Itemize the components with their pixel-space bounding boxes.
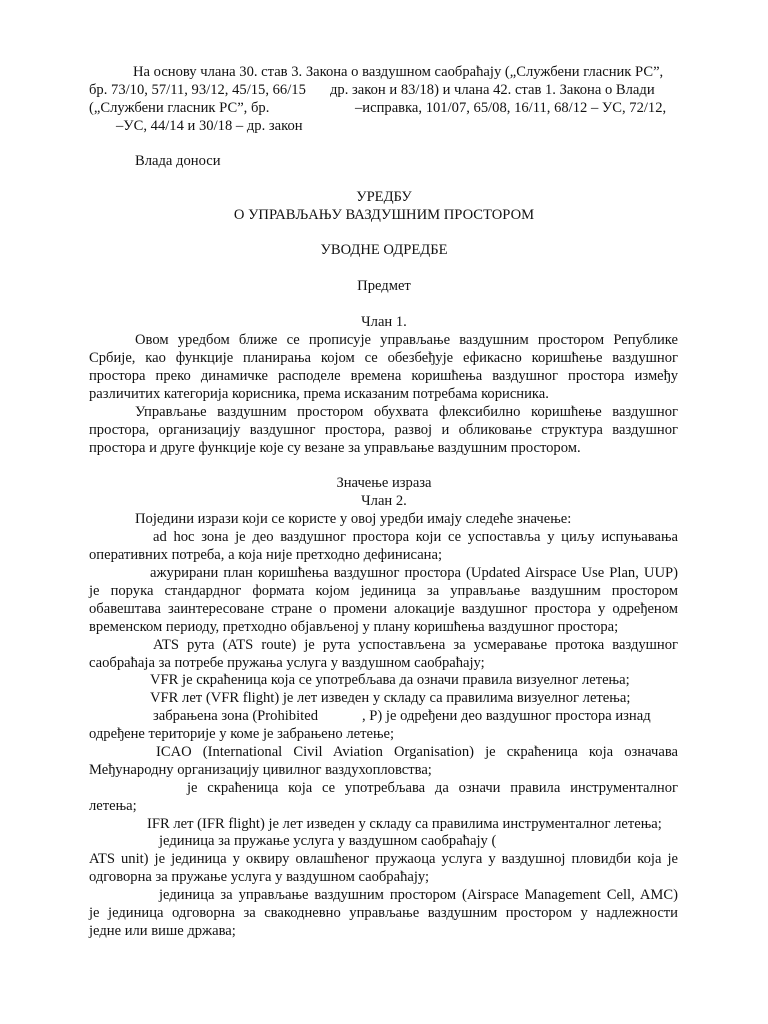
definition-ats-route-line-2: саобраћаја за потребе пружања услуга у ваздушном саобраћају; [89,655,485,671]
definition-uup-line-4: временском периоду, претходно објављеној у плану коришћења ваздушног простора; [89,619,619,635]
definition-ats-unit-line-3: одговорна за пружање услуга у ваздушном саобраћају; [89,869,430,885]
article-2-heading: Члан 2. [361,493,407,509]
preamble-line-1: На основу члана 30. став 3. Закона о ваздушном саобраћају („Службени гласник РС”, [133,64,664,80]
definition-prohibited-line-1b: , P) је одређени део ваздушног простора изнад [362,708,651,724]
definition-uup-line-2: је порука стандардног формата којом јединица за управљање ваздушним простором [89,583,678,599]
article-1-p1-line-2: Србије, као функције планирања којом се обезбеђује ефикасно коришћење ваздушног [89,350,678,366]
definition-vfr-flight: VFR лет (VFR flight) је лет изведен у складу са правилима визуелног летења; [150,690,631,706]
article-1-p1-line-3: простора преко динамичке расподеле времена коришћења ваздушног простора између [89,368,678,384]
preamble-line-4: –УС, 44/14 и 30/18 – др. закон [116,118,303,134]
definition-ifr-line-2: летења; [89,798,137,814]
definition-ifr-flight: IFR лет (IFR flight) је лет изведен у складу са правилима инструменталног летења; [147,816,662,832]
definition-ad-hoc-line-1: ad hoc зона је део ваздушног простора који се успоставља у циљу испуњавања [153,529,678,545]
definition-ad-hoc-line-2: оперативних потреба, а која није претходно дефинисана; [89,547,443,563]
definition-prohibited-line-1a: забрањена зона (Prohibited [153,708,318,724]
definition-amc-line-2: је јединица одговорна за свакодневно управљање ваздушним простором у надлежности [89,905,678,921]
definition-ats-route-line-1: ATS рута (ATS route) је рута успостављена за усмеравање протока ваздушног [153,637,678,653]
definition-vfr: VFR је скраћеница која се употребљава да означи правила визуелног летења; [150,672,630,688]
definition-uup-line-1: ажурирани план коришћења ваздушног простора (Updated Airspace Use Plan, UUP) [150,565,678,581]
decree-title: УРЕДБУ [356,189,412,205]
preamble-line-2a: бр. 73/10, 57/11, 93/12, 45/15, 66/15 [89,82,306,98]
article-1-heading: Члан 1. [361,314,407,330]
article-1-p2-line-3: простора и друге функције које су везане за управљање ваздушним простором. [89,440,581,456]
preamble-line-2b: др. закон и 83/18) и члана 42. став 1. Закона о Влади [330,82,655,98]
definition-amc-line-1: јединица за управљање ваздушним простором (Airspace Management Cell, AMC) [159,887,678,903]
definition-ats-unit-line-1: јединица за пружање услуга у ваздушном саобраћају ( [159,833,497,849]
preamble-line-3a: („Службени гласник РС”, бр. [89,100,270,116]
definition-prohibited-line-2: одређене територије у коме је забрањено летење; [89,726,395,742]
article-1-p2-line-2: простора, организацију ваздушног простора, развој и обликовање структура ваздушног [89,422,678,438]
article-1-p2-line-1: Управљање ваздушним простором обухвата флексибилно коришћење ваздушног [135,404,678,420]
section-heading: УВОДНЕ ОДРЕДБЕ [320,242,448,258]
definition-uup-line-3: обавештава заинтересоване стране о промени алокације ваздушног простора у одређеном [89,601,678,617]
decree-subtitle: О УПРАВЉАЊУ ВАЗДУШНИМ ПРОСТОРОМ [233,207,535,223]
article-1-p1-line-4: различитих категорија корисника, према исказаним потребама корисника. [89,386,549,402]
article-2-intro: Поједини изрази који се користе у овој уредби имају следеће значење: [135,511,572,527]
preamble-line-3b: –исправка, 101/07, 65/08, 16/11, 68/12 – УС, 72/12, [355,100,667,116]
definition-ifr-line-1: је скраћеница која се употребљава да означи правила инструменталног [187,780,678,796]
definition-icao-line-1: ICAO (International Civil Aviation Organisation) је скраћеница која означава [156,744,678,760]
article-1-p1-line-1: Овом уредбом ближе се прописује управљање ваздушним простором Републике [135,332,678,348]
meaning-heading: Значење израза [336,475,432,491]
definition-amc-line-3: једне или више држава; [89,923,236,939]
definition-icao-line-2: Међународну организацију цивилног ваздухопловства; [89,762,432,778]
government-issues: Влада доноси [135,153,221,169]
definition-ats-unit-line-2: ATS unit) је јединица у оквиру овлашћеног пружаоца услуга у ваздушној пловидби која је [89,851,678,867]
subject-heading: Предмет [357,278,411,294]
